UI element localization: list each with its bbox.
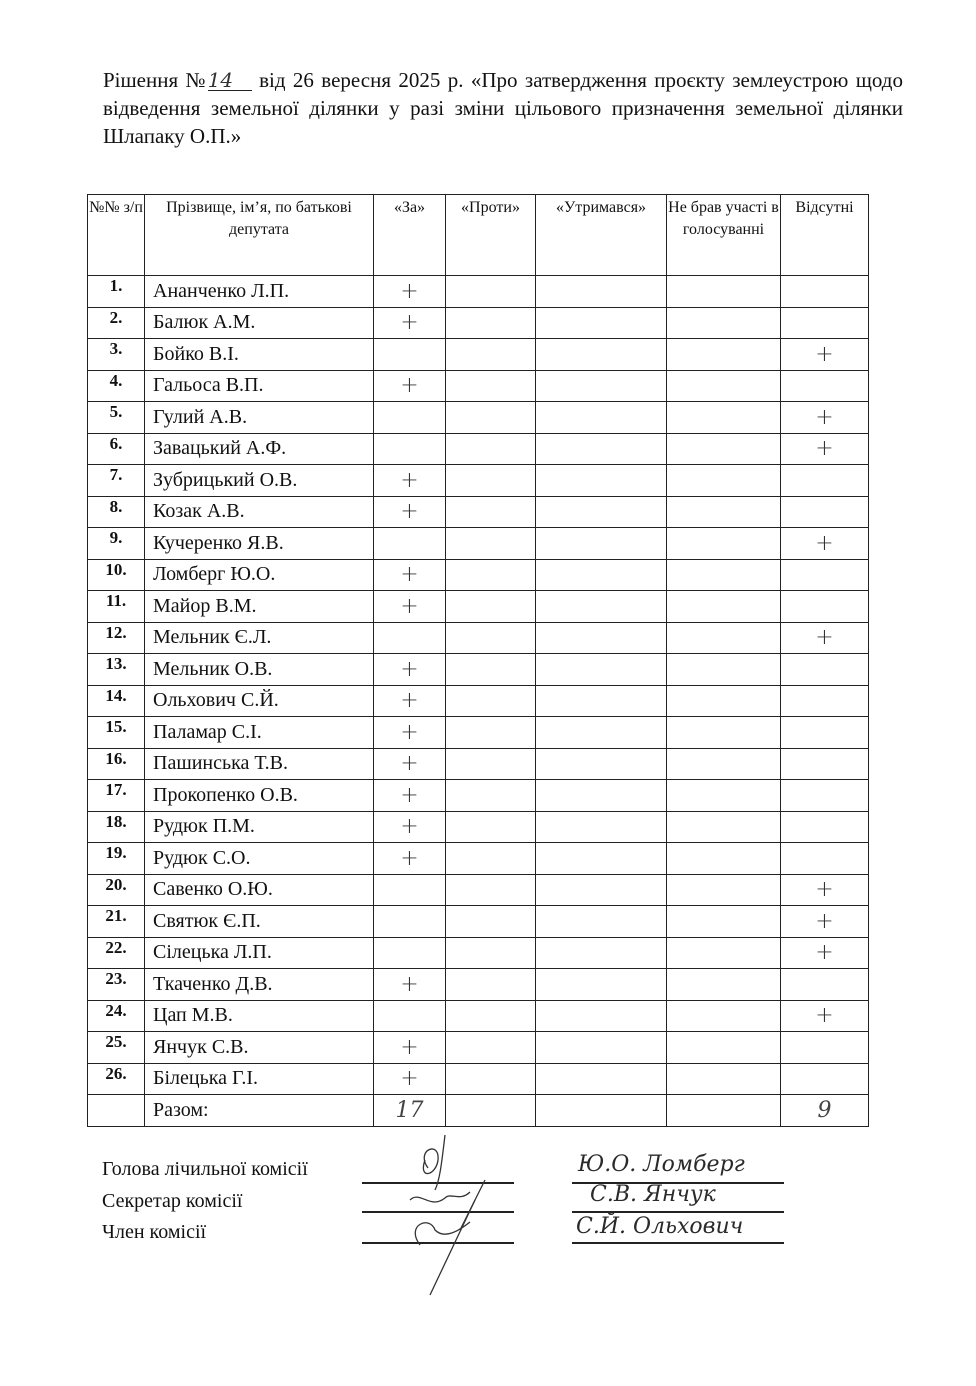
col-header-absent: Відсутні — [781, 195, 869, 276]
table-row — [88, 339, 869, 371]
deputy-name: Рудюк С.О. — [145, 843, 374, 875]
vote-cell-proty — [446, 591, 536, 623]
deputy-name: Ломберг Ю.О. — [145, 559, 374, 591]
col-header-utrymavsia: «Утримався» — [536, 195, 667, 276]
vote-cell-absent — [781, 591, 869, 623]
table-row — [88, 1000, 869, 1032]
vote-cell-za — [374, 717, 446, 749]
plus-mark-icon: + — [815, 404, 834, 430]
deputy-name: Гулий А.В. — [145, 402, 374, 434]
row-number: 15. — [88, 717, 145, 749]
vote-cell-proty — [446, 937, 536, 969]
vote-cell-proty — [446, 1000, 536, 1032]
vote-cell-ne_brav — [667, 780, 781, 812]
vote-cell-ne_brav — [667, 685, 781, 717]
row-number: 1. — [88, 276, 145, 308]
table-row — [88, 622, 869, 654]
vote-cell-utrymavsia — [536, 496, 667, 528]
vote-cell-absent — [781, 874, 869, 906]
vote-cell-utrymavsia — [536, 622, 667, 654]
deputy-name: Зубрицький О.В. — [145, 465, 374, 497]
deputy-name: Завацький А.Ф. — [145, 433, 374, 465]
deputy-name: Кучеренко Я.В. — [145, 528, 374, 560]
vote-cell-utrymavsia — [536, 465, 667, 497]
decision-prefix: Рішення № — [103, 68, 208, 92]
vote-cell-absent — [781, 969, 869, 1001]
row-number: 13. — [88, 654, 145, 686]
table-row — [88, 276, 869, 308]
plus-mark-icon: + — [400, 751, 419, 777]
vote-cell-proty — [446, 402, 536, 434]
vote-cell-absent — [781, 1032, 869, 1064]
vote-cell-za — [374, 307, 446, 339]
vote-cell-absent — [781, 402, 869, 434]
vote-cell-ne_brav — [667, 1032, 781, 1064]
plus-mark-icon: + — [400, 1034, 419, 1060]
handwritten-name-secretary: С.В. Янчук — [590, 1182, 716, 1207]
table-row — [88, 748, 869, 780]
table-row — [88, 906, 869, 938]
table-row — [88, 591, 869, 623]
table-header-row — [88, 195, 869, 276]
vote-cell-proty — [446, 496, 536, 528]
deputy-name: Гальоса В.П. — [145, 370, 374, 402]
col-header-proty: «Проти» — [446, 195, 536, 276]
vote-cell-utrymavsia — [536, 339, 667, 371]
deputy-name: Паламар С.І. — [145, 717, 374, 749]
vote-cell-utrymavsia — [536, 591, 667, 623]
row-number: 9. — [88, 528, 145, 560]
plus-mark-icon: + — [815, 530, 834, 556]
row-number: 21. — [88, 906, 145, 938]
vote-cell-absent — [781, 307, 869, 339]
plus-mark-icon: + — [400, 562, 419, 588]
deputy-name: Балюк А.М. — [145, 307, 374, 339]
vote-cell-utrymavsia — [536, 843, 667, 875]
vote-cell-proty — [446, 370, 536, 402]
vote-cell-za — [374, 843, 446, 875]
table-row — [88, 843, 869, 875]
plus-mark-icon: + — [400, 719, 419, 745]
table-row — [88, 307, 869, 339]
plus-mark-icon: + — [400, 688, 419, 714]
vote-cell-za — [374, 528, 446, 560]
deputy-name: Мельник О.В. — [145, 654, 374, 686]
vote-cell-utrymavsia — [536, 937, 667, 969]
vote-cell-za — [374, 811, 446, 843]
total-proty — [446, 1095, 536, 1127]
table-row — [88, 559, 869, 591]
deputy-name: Бойко В.І. — [145, 339, 374, 371]
plus-mark-icon: + — [815, 1003, 834, 1029]
vote-table — [87, 194, 869, 1127]
row-number: 2. — [88, 307, 145, 339]
deputy-name: Янчук С.В. — [145, 1032, 374, 1064]
vote-cell-utrymavsia — [536, 685, 667, 717]
vote-cell-utrymavsia — [536, 1032, 667, 1064]
vote-cell-utrymavsia — [536, 969, 667, 1001]
vote-cell-absent — [781, 370, 869, 402]
vote-cell-proty — [446, 906, 536, 938]
vote-cell-absent — [781, 496, 869, 528]
table-row — [88, 969, 869, 1001]
row-number: 12. — [88, 622, 145, 654]
vote-cell-absent — [781, 433, 869, 465]
vote-cell-proty — [446, 654, 536, 686]
vote-cell-utrymavsia — [536, 717, 667, 749]
vote-cell-utrymavsia — [536, 402, 667, 434]
table-row — [88, 654, 869, 686]
deputy-name: Сілецька Л.П. — [145, 937, 374, 969]
vote-cell-ne_brav — [667, 969, 781, 1001]
total-ne-brav — [667, 1095, 781, 1127]
plus-mark-icon: + — [400, 593, 419, 619]
plus-mark-icon: + — [815, 341, 834, 367]
vote-cell-utrymavsia — [536, 780, 667, 812]
vote-cell-za — [374, 465, 446, 497]
vote-cell-ne_brav — [667, 591, 781, 623]
table-row — [88, 465, 869, 497]
table-row — [88, 780, 869, 812]
row-number: 23. — [88, 969, 145, 1001]
vote-cell-ne_brav — [667, 339, 781, 371]
total-utrymavsia — [536, 1095, 667, 1127]
row-number: 6. — [88, 433, 145, 465]
vote-cell-absent — [781, 339, 869, 371]
vote-cell-ne_brav — [667, 874, 781, 906]
table-row — [88, 811, 869, 843]
vote-cell-proty — [446, 307, 536, 339]
row-number: 25. — [88, 1032, 145, 1064]
deputy-name: Мельник Є.Л. — [145, 622, 374, 654]
vote-cell-za — [374, 591, 446, 623]
signature-role-secretary: Секретар комісії — [102, 1190, 243, 1212]
vote-cell-absent — [781, 465, 869, 497]
vote-cell-za — [374, 748, 446, 780]
vote-cell-utrymavsia — [536, 559, 667, 591]
vote-cell-ne_brav — [667, 465, 781, 497]
vote-cell-ne_brav — [667, 937, 781, 969]
vote-cell-absent — [781, 685, 869, 717]
row-number: 4. — [88, 370, 145, 402]
vote-cell-utrymavsia — [536, 654, 667, 686]
plus-mark-icon: + — [400, 782, 419, 808]
vote-cell-za — [374, 559, 446, 591]
row-number: 26. — [88, 1063, 145, 1095]
vote-cell-ne_brav — [667, 496, 781, 528]
vote-cell-absent — [781, 748, 869, 780]
deputy-name: Майор В.М. — [145, 591, 374, 623]
row-number: 11. — [88, 591, 145, 623]
vote-cell-proty — [446, 685, 536, 717]
vote-cell-ne_brav — [667, 843, 781, 875]
table-row — [88, 937, 869, 969]
vote-cell-ne_brav — [667, 654, 781, 686]
vote-cell-absent — [781, 559, 869, 591]
vote-cell-proty — [446, 874, 536, 906]
decision-title — [103, 66, 903, 150]
deputy-name: Цап М.В. — [145, 1000, 374, 1032]
vote-cell-proty — [446, 811, 536, 843]
vote-cell-za — [374, 654, 446, 686]
vote-cell-absent — [781, 780, 869, 812]
vote-cell-za — [374, 780, 446, 812]
total-row — [88, 1095, 869, 1127]
vote-cell-za — [374, 1032, 446, 1064]
vote-cell-ne_brav — [667, 717, 781, 749]
vote-cell-proty — [446, 843, 536, 875]
signature-role-chair: Голова лічильної комісії — [102, 1158, 308, 1180]
vote-cell-za — [374, 370, 446, 402]
plus-mark-icon: + — [815, 908, 834, 934]
row-number: 16. — [88, 748, 145, 780]
decision-text: від 26 вересня 2025 р. «Про затвердження проєкту землеустрою щодо відведення земельної ділянки у разі зміни цільового призначення земельної ділянки Шлапаку О.П.» — [103, 68, 903, 148]
vote-cell-proty — [446, 748, 536, 780]
col-header-name: Прізвище, ім’я, по батькові депутата — [145, 195, 374, 276]
plus-mark-icon: + — [400, 278, 419, 304]
vote-cell-ne_brav — [667, 433, 781, 465]
name-line-secretary — [572, 1211, 784, 1213]
vote-cell-ne_brav — [667, 370, 781, 402]
row-number: 14. — [88, 685, 145, 717]
row-number: 19. — [88, 843, 145, 875]
plus-mark-icon: + — [400, 814, 419, 840]
plus-mark-icon: + — [400, 845, 419, 871]
vote-cell-za — [374, 685, 446, 717]
deputy-name: Козак А.В. — [145, 496, 374, 528]
vote-cell-absent — [781, 843, 869, 875]
plus-mark-icon: + — [815, 436, 834, 462]
vote-cell-proty — [446, 528, 536, 560]
vote-cell-utrymavsia — [536, 276, 667, 308]
vote-cell-za — [374, 622, 446, 654]
vote-cell-absent — [781, 1063, 869, 1095]
row-number: 5. — [88, 402, 145, 434]
vote-cell-proty — [446, 276, 536, 308]
table-row — [88, 874, 869, 906]
vote-cell-ne_brav — [667, 559, 781, 591]
vote-cell-absent — [781, 528, 869, 560]
table-row — [88, 496, 869, 528]
col-header-number: №№ з/п — [88, 195, 145, 276]
deputy-name: Ольхович С.Й. — [145, 685, 374, 717]
table-row — [88, 402, 869, 434]
row-number: 8. — [88, 496, 145, 528]
plus-mark-icon: + — [815, 877, 834, 903]
vote-cell-proty — [446, 1032, 536, 1064]
table-row — [88, 717, 869, 749]
plus-mark-icon: + — [400, 1066, 419, 1092]
vote-cell-absent — [781, 1000, 869, 1032]
handwritten-name-chair: Ю.О. Ломберг — [578, 1152, 745, 1177]
vote-cell-proty — [446, 339, 536, 371]
vote-cell-za — [374, 937, 446, 969]
vote-cell-utrymavsia — [536, 528, 667, 560]
vote-cell-proty — [446, 433, 536, 465]
col-header-za: «За» — [374, 195, 446, 276]
vote-cell-absent — [781, 937, 869, 969]
total-num-cell — [88, 1095, 145, 1127]
deputy-name: Рудюк П.М. — [145, 811, 374, 843]
row-number: 10. — [88, 559, 145, 591]
vote-cell-absent — [781, 906, 869, 938]
vote-cell-ne_brav — [667, 276, 781, 308]
vote-cell-ne_brav — [667, 811, 781, 843]
plus-mark-icon: + — [400, 467, 419, 493]
vote-cell-utrymavsia — [536, 1063, 667, 1095]
vote-cell-absent — [781, 654, 869, 686]
deputy-name: Савенко О.Ю. — [145, 874, 374, 906]
vote-cell-za — [374, 906, 446, 938]
table-row — [88, 1032, 869, 1064]
plus-mark-icon: + — [400, 656, 419, 682]
total-za: 17 — [374, 1095, 446, 1127]
signature-role-member: Член комісії — [102, 1221, 207, 1243]
vote-cell-absent — [781, 276, 869, 308]
vote-cell-za — [374, 339, 446, 371]
vote-cell-proty — [446, 1063, 536, 1095]
vote-cell-ne_brav — [667, 748, 781, 780]
plus-mark-icon: + — [815, 940, 834, 966]
row-number: 17. — [88, 780, 145, 812]
vote-cell-utrymavsia — [536, 748, 667, 780]
vote-cell-ne_brav — [667, 906, 781, 938]
vote-cell-za — [374, 433, 446, 465]
row-number: 18. — [88, 811, 145, 843]
vote-cell-absent — [781, 622, 869, 654]
deputy-name: Святюк Є.П. — [145, 906, 374, 938]
vote-cell-za — [374, 496, 446, 528]
vote-cell-ne_brav — [667, 622, 781, 654]
total-label: Разом: — [145, 1095, 374, 1127]
vote-cell-absent — [781, 717, 869, 749]
row-number: 24. — [88, 1000, 145, 1032]
deputy-name: Ананченко Л.П. — [145, 276, 374, 308]
vote-cell-proty — [446, 969, 536, 1001]
deputy-name: Прокопенко О.В. — [145, 780, 374, 812]
row-number: 22. — [88, 937, 145, 969]
deputy-name: Пашинська Т.В. — [145, 748, 374, 780]
vote-cell-utrymavsia — [536, 370, 667, 402]
vote-cell-utrymavsia — [536, 874, 667, 906]
vote-cell-za — [374, 402, 446, 434]
table-row — [88, 433, 869, 465]
total-absent: 9 — [781, 1095, 869, 1127]
plus-mark-icon: + — [400, 373, 419, 399]
vote-cell-proty — [446, 465, 536, 497]
vote-cell-absent — [781, 811, 869, 843]
vote-cell-utrymavsia — [536, 1000, 667, 1032]
vote-cell-ne_brav — [667, 1000, 781, 1032]
vote-cell-ne_brav — [667, 402, 781, 434]
vote-cell-za — [374, 874, 446, 906]
plus-mark-icon: + — [400, 499, 419, 525]
deputy-name: Білецька Г.І. — [145, 1063, 374, 1095]
vote-cell-proty — [446, 780, 536, 812]
vote-cell-za — [374, 276, 446, 308]
plus-mark-icon: + — [400, 971, 419, 997]
vote-cell-utrymavsia — [536, 307, 667, 339]
handwritten-name-member: С.Й. Ольхович — [576, 1214, 744, 1239]
vote-cell-za — [374, 1063, 446, 1095]
deputy-name: Ткаченко Д.В. — [145, 969, 374, 1001]
table-row — [88, 685, 869, 717]
plus-mark-icon: + — [815, 625, 834, 651]
vote-cell-proty — [446, 717, 536, 749]
vote-cell-ne_brav — [667, 528, 781, 560]
row-number: 3. — [88, 339, 145, 371]
vote-cell-ne_brav — [667, 307, 781, 339]
vote-cell-ne_brav — [667, 1063, 781, 1095]
row-number: 7. — [88, 465, 145, 497]
table-row — [88, 370, 869, 402]
vote-cell-proty — [446, 622, 536, 654]
table-row — [88, 1063, 869, 1095]
row-number: 20. — [88, 874, 145, 906]
plus-mark-icon: + — [400, 310, 419, 336]
vote-cell-utrymavsia — [536, 811, 667, 843]
table-row — [88, 528, 869, 560]
vote-cell-za — [374, 969, 446, 1001]
col-header-ne-brav: Не брав участі в голосуванні — [667, 195, 781, 276]
vote-cell-za — [374, 1000, 446, 1032]
vote-cell-proty — [446, 559, 536, 591]
vote-cell-utrymavsia — [536, 906, 667, 938]
handwritten-signatures — [390, 1130, 510, 1300]
decision-number: 14 — [208, 70, 252, 91]
vote-cell-utrymavsia — [536, 433, 667, 465]
name-line-member — [572, 1242, 784, 1244]
